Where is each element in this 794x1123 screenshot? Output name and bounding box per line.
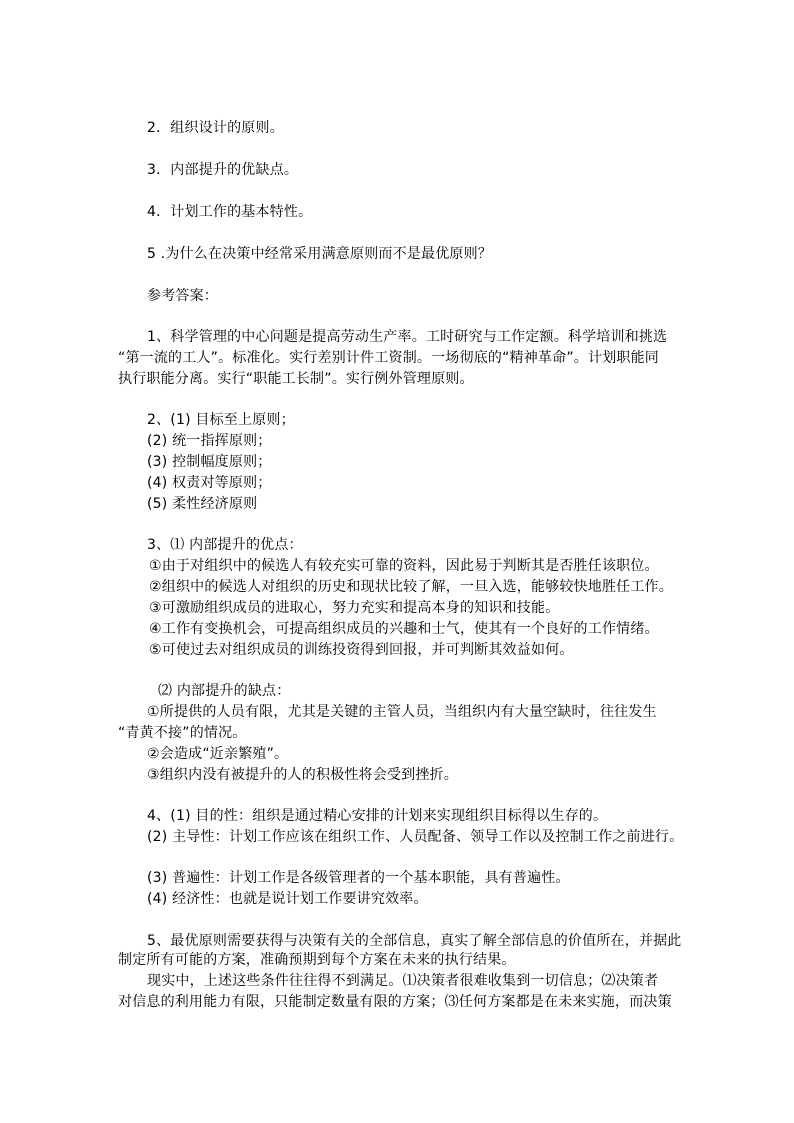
answer-5-line-1: 5、最优原则需要获得与决策有关的全部信息，真实了解全部信息的价值所在，并据此 <box>147 933 682 949</box>
answer-5-line-4: 对信息的利用能力有限，只能制定数量有限的方案；⑶任何方案都是在未来实施，而决策 <box>118 994 672 1010</box>
answer-3-advantage-5: ⑤可使过去对组织成员的训练投资得到回报，并可判断其效益如何。 <box>149 642 574 658</box>
question-4: 4．计划工作的基本特性。 <box>147 204 313 220</box>
answer-3-disadvantage-1-line-2: “青黄不接”的情况。 <box>118 725 247 741</box>
answer-3-disadvantage-1-line-1: ①所提供的人员有限，尤其是关键的主管人员，当组织内有大量空缺时，往往发生 <box>147 704 657 720</box>
answer-2-item-5: (5) 柔性经济原则 <box>147 496 258 512</box>
answers-heading: 参考答案： <box>147 288 218 304</box>
answer-5-line-2: 制定所有可能的方案，准确预期到每个方案在未来的执行结果。 <box>118 952 516 968</box>
answer-2-item-1: 2、(1) 目标至上原则； <box>147 412 295 428</box>
answer-1-line-3: 执行职能分离。实行“职能工长制”。实行例外管理原则。 <box>118 371 474 387</box>
question-3: 3．内部提升的优缺点。 <box>147 162 299 178</box>
answer-2-item-3: (3) 控制幅度原则； <box>147 454 272 470</box>
answer-1-line-2: “第一流的工人”。标准化。实行差别计件工资制。一场彻底的“精神革命”。计划职能同 <box>118 350 660 366</box>
answer-4-item-2: (2) 主导性：计划工作应该在组织工作、人员配备、领导工作以及控制工作之前进行。 <box>147 829 684 845</box>
answer-4-item-1: 4、(1) 目的性：组织是通过精心安排的计划来实现组织目标得以生存的。 <box>147 808 608 824</box>
answer-3-advantages-title: 3、⑴ 内部提升的优点： <box>147 537 303 553</box>
answer-3-disadvantage-3: ③组织内没有被提升的人的积极性将会受到挫折。 <box>147 767 458 783</box>
question-5: 5 .为什么在决策中经常采用满意原则而不是最优原则？ <box>147 246 493 262</box>
answer-3-disadvantage-2: ②会造成“近亲繁殖”。 <box>147 746 289 762</box>
answer-2-item-2: (2) 统一指挥原则； <box>147 433 272 449</box>
question-2: 2．组织设计的原则。 <box>147 120 284 136</box>
answer-4-item-4: (4) 经济性：也就是说计划工作要讲究效率。 <box>147 891 428 907</box>
answer-3-advantage-2: ②组织中的候选人对组织的历史和现状比较了解，一旦入选，能够较快地胜任工作。 <box>149 579 673 595</box>
answer-3-advantage-3: ③可激励组织成员的进取心，努力充实和提高本身的知识和技能。 <box>149 600 560 616</box>
answer-5-line-3: 现实中，上述这些条件往往得不到满足。⑴决策者很难收集到一切信息；⑵决策者 <box>147 973 659 989</box>
answer-3-advantage-4: ④工作有变换机会，可提高组织成员的兴趣和士气，使其有一个良好的工作情绪。 <box>149 621 659 637</box>
answer-3-advantage-1: ①由于对组织中的候选人有较充实可靠的资料，因此易于判断其是否胜任该职位。 <box>149 558 659 574</box>
answer-2-item-4: (4) 权责对等原则； <box>147 475 272 491</box>
answer-1-line-1: 1、科学管理的中心问题是提高劳动生产率。工时研究与工作定额。科学培训和挑选 <box>147 329 668 345</box>
answer-4-item-3: (3) 普遍性：计划工作是各级管理者的一个基本职能，具有普遍性。 <box>147 870 570 886</box>
answer-3-disadvantages-title: ⑵ 内部提升的缺点： <box>158 683 291 699</box>
